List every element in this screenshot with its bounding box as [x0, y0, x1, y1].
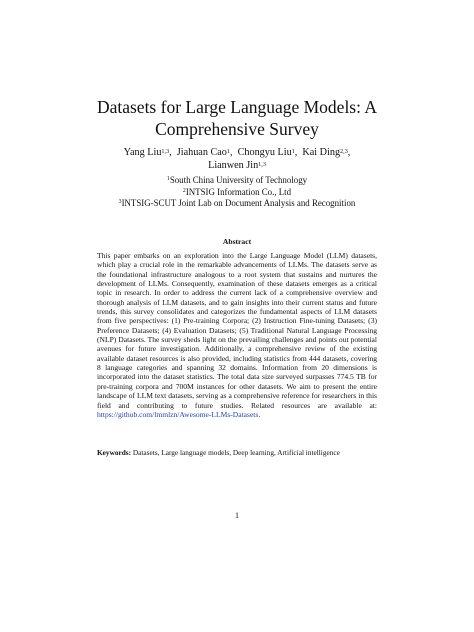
title-line-2: Comprehensive Survey	[155, 119, 319, 139]
author-affil-mark: 1,3	[258, 161, 266, 168]
title-line-1: Datasets for Large Language Models: A	[96, 97, 378, 117]
author-list	[40, 146, 434, 172]
keywords-text: Datasets, Large language models, Deep learning, Artificial intelligence	[132, 448, 340, 457]
abstract-body	[97, 251, 377, 419]
author-affil-mark: 1	[291, 148, 295, 155]
author-5	[208, 160, 266, 171]
author-name: Lianwen Jin	[208, 160, 259, 171]
affil-text: INTSIG-SCUT Joint Lab on Document Analysis and Recognition	[121, 198, 356, 208]
page-number: 1	[235, 511, 239, 520]
author-name: Jiahuan Cao	[176, 147, 227, 158]
author-name: Yang Liu	[123, 147, 162, 158]
author-4: Kai Ding$^{2,3}$,	[302, 147, 351, 158]
paper-title	[40, 96, 434, 140]
affil-mark: 3	[118, 199, 122, 205]
affiliation-list	[40, 175, 434, 210]
affiliation-2	[40, 187, 434, 199]
github-link[interactable]: https://github.com/lmmlzn/Awesome-LLMs-Datasets	[97, 409, 259, 419]
abstract-text: This paper embarks on an exploration into the Large Language Model (LLM) datasets, which play a crucial role in the remarkable advancements of LLMs. The datasets serve as the foundational infrastructure analogous to a root system that sustains and nurtures the development of LLMs. Consequently, examination of these datasets emerges as a critical topic in research. In order to address the current lack of a comprehensive overview and thorough analysis of LLM datasets, and to gain insights into their current status and future trends, this survey consolidates and categorizes the fundamental aspects of LLM datasets from five perspectives: (1) Pre-training Corpora; (2) Instruction Fine-tuning Datasets; (3) Preference Datasets; (4) Evaluation Datasets; (5) Traditional Natural Language Processing (NLP) Datasets. The survey sheds light on the prevailing challenges and points out potential avenues for future investigation. Additionally, a comprehensive review of the existing available dataset resources is also provided, including statistics from 444 datasets, covering 8 language categories and spanning 32 domains. Information from 20 dimensions is incorporated into the dataset statistics. The total data size surveyed surpasses 774.5 TB for pre-training corpora and 700M instances for other datasets. We aim to present the entire landscape of LLM text datasets, serving as a comprehensive reference for researchers in this field and contributing to future studies. Related resources are available at:	[97, 251, 377, 410]
author-affil-mark: 2,3	[340, 148, 348, 155]
keywords	[97, 448, 387, 457]
affiliation-1	[40, 175, 434, 187]
author-name: Kai Ding	[302, 147, 341, 158]
abstract-heading: Abstract	[222, 237, 252, 246]
author-name: Chongyu Liu	[237, 147, 292, 158]
affiliation-3	[40, 198, 434, 210]
keywords-label: Keywords:	[97, 448, 132, 457]
affil-text: South China University of Technology	[169, 175, 308, 185]
author-affil-mark: 1,3	[161, 148, 170, 155]
abstract-end: .	[258, 409, 261, 419]
author-affil-mark: 1	[226, 148, 230, 155]
author-2: Jiahuan Cao$^1$,	[176, 147, 233, 158]
author-1: Yang Liu$^{1,3}$,	[123, 147, 172, 158]
affil-mark: 2	[182, 187, 186, 194]
author-3: Chongyu Liu$^1$,	[237, 147, 298, 158]
affil-mark: 1	[166, 176, 170, 182]
affil-text: INTSIG Information Co., Ltd	[185, 186, 292, 197]
